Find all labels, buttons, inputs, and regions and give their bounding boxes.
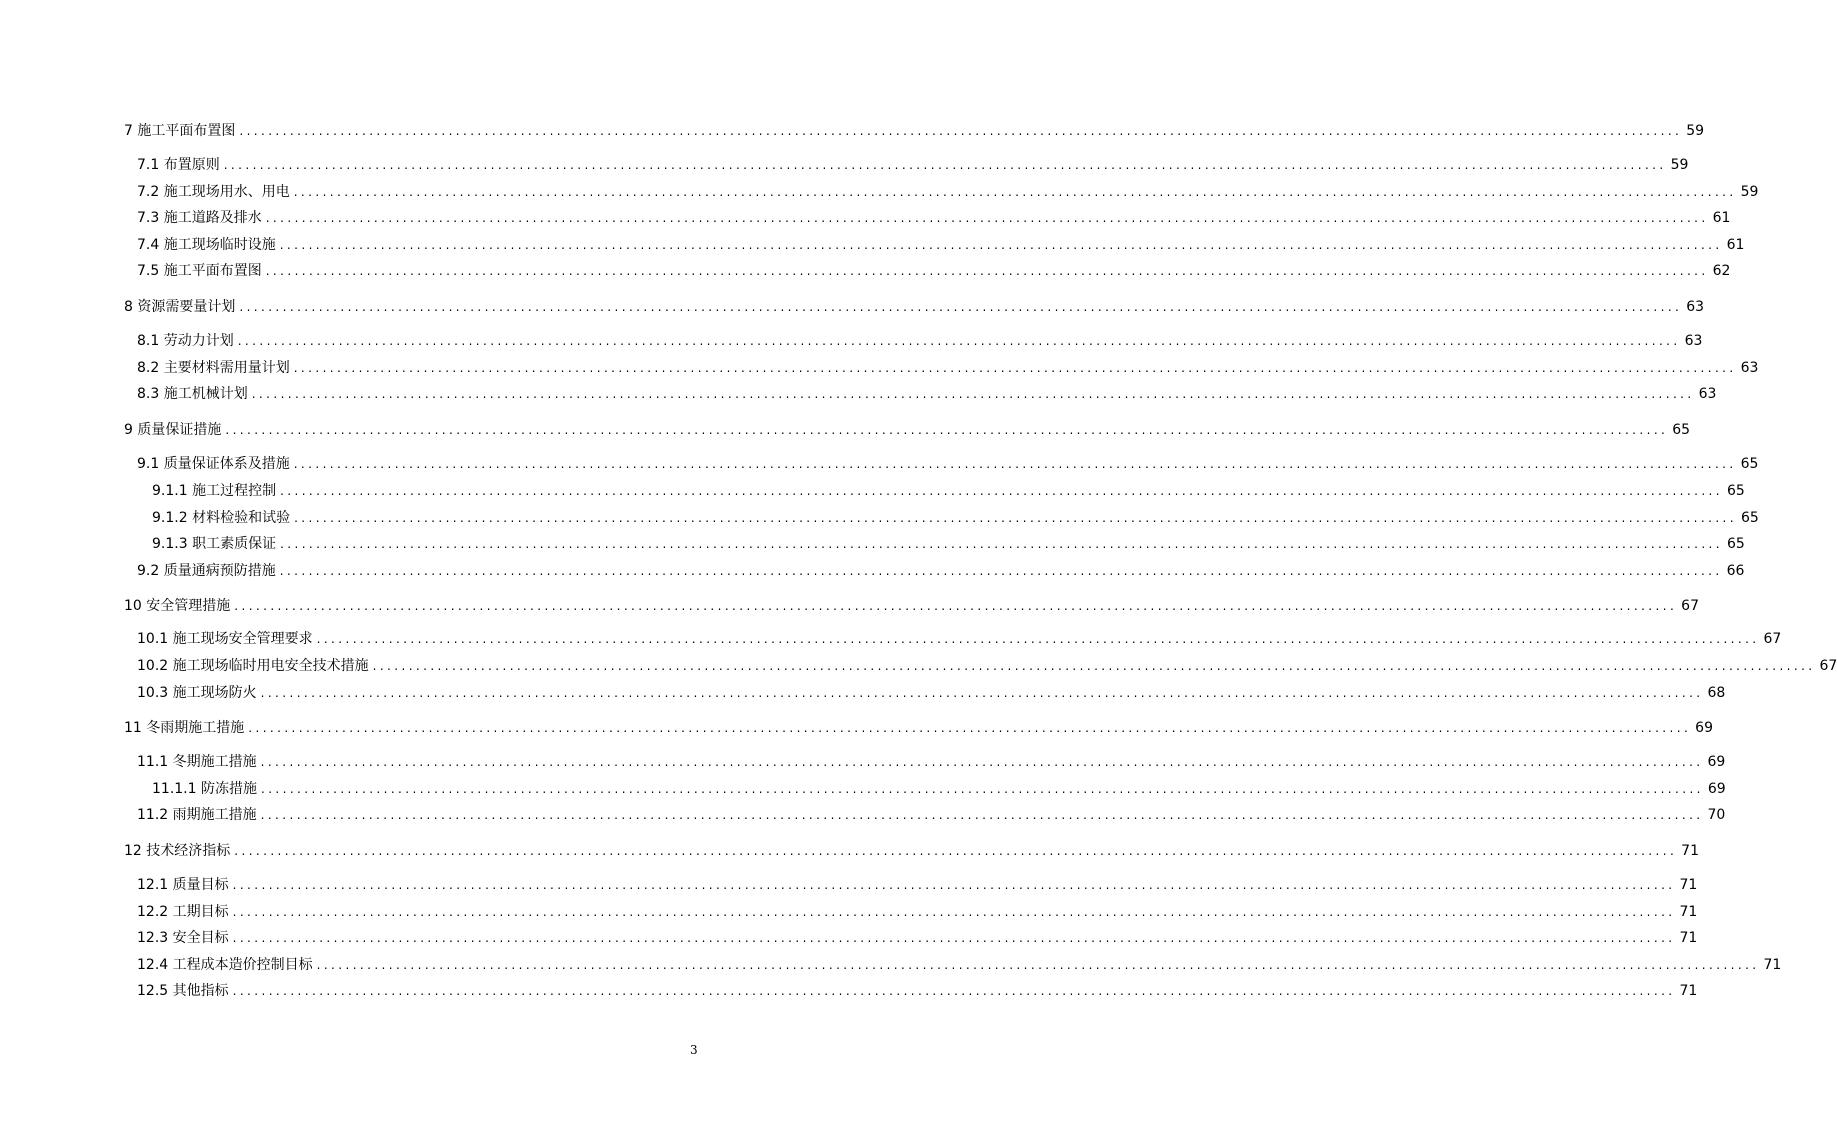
toc-entry-page: 65 [1740, 510, 1759, 526]
toc-entry[interactable] [152, 778, 1726, 800]
toc-entry-title: 9.1.3 职工素质保证 [152, 536, 277, 552]
toc-entry[interactable] [137, 655, 1837, 677]
toc-leader-dots: ........................................................................................................................................................................................................ [280, 537, 1723, 551]
toc-entry-page: 67 [1819, 658, 1837, 674]
toc-entry[interactable] [137, 874, 1698, 896]
toc-entry-page: 63 [1684, 333, 1703, 349]
toc-entry-page: 71 [1679, 983, 1698, 999]
toc-leader-dots: ........................................................................................................................................................................................................ [234, 599, 1678, 613]
toc-leader-dots: ........................................................................................................................................................................................................ [260, 755, 1704, 769]
toc-leader-dots: ........................................................................................................................................................................................................ [234, 844, 1678, 858]
toc-entry-title: 9.2 质量通病预防措施 [137, 563, 276, 579]
toc-leader-dots: ........................................................................................................................................................................................................ [265, 211, 1709, 225]
toc-entry-title: 7.4 施工现场临时设施 [137, 237, 276, 253]
toc-entry[interactable] [137, 453, 1759, 475]
toc-entry[interactable] [124, 120, 1705, 142]
toc-entry-page: 69 [1707, 754, 1726, 770]
toc-leader-dots: ........................................................................................................................................................................................................ [260, 686, 1704, 700]
toc-entry-title: 10 安全管理措施 [124, 598, 231, 614]
toc-entry-title: 7.5 施工平面布置图 [137, 263, 262, 279]
toc-entry[interactable] [137, 181, 1759, 203]
toc-entry[interactable] [124, 296, 1705, 318]
toc-entry[interactable] [137, 804, 1726, 826]
toc-entry-page: 69 [1707, 781, 1726, 797]
toc-entry-title: 12.1 质量目标 [137, 877, 229, 893]
toc-leader-dots: ........................................................................................................................................................................................................ [372, 659, 1816, 673]
toc-leader-dots: ........................................................................................................................................................................................................ [237, 334, 1681, 348]
toc-entry-page: 63 [1686, 299, 1705, 315]
toc-entry-page: 61 [1712, 210, 1731, 226]
toc-entry[interactable] [152, 507, 1759, 529]
toc-entry-page: 71 [1679, 930, 1698, 946]
toc-entry[interactable] [137, 383, 1717, 405]
toc-entry[interactable] [137, 954, 1782, 976]
toc-leader-dots: ........................................................................................................................................................................................................ [265, 264, 1709, 278]
toc-entry[interactable] [137, 560, 1745, 582]
toc-entry[interactable] [137, 751, 1726, 773]
toc-entry-page: 63 [1698, 386, 1717, 402]
toc-leader-dots: ........................................................................................................................................................................................................ [279, 564, 1723, 578]
toc-entry-page: 59 [1670, 157, 1689, 173]
toc-leader-dots: ........................................................................................................................................................................................................ [293, 361, 1737, 375]
toc-entry[interactable] [137, 980, 1698, 1002]
toc-entry[interactable] [152, 533, 1745, 555]
toc-leader-dots: ........................................................................................................................................................................................................ [293, 185, 1737, 199]
toc-entry-title: 10.2 施工现场临时用电安全技术措施 [137, 658, 369, 674]
toc-entry-page: 71 [1679, 904, 1698, 920]
toc-entry[interactable] [124, 595, 1699, 617]
toc-entry-title: 7 施工平面布置图 [124, 123, 236, 139]
toc-entry[interactable] [137, 901, 1698, 923]
toc-leader-dots: ........................................................................................................................................................................................................ [232, 905, 1676, 919]
toc-entry[interactable] [137, 628, 1782, 650]
toc-entry-title: 9.1.1 施工过程控制 [152, 483, 277, 499]
toc-entry[interactable] [124, 840, 1699, 862]
toc-entry-title: 7.2 施工现场用水、用电 [137, 184, 290, 200]
toc-entry[interactable] [137, 927, 1698, 949]
toc-entry-title: 8.2 主要材料需用量计划 [137, 360, 290, 376]
toc-entry-title: 12.5 其他指标 [137, 983, 229, 999]
toc-entry-page: 71 [1679, 877, 1698, 893]
toc-leader-dots: ........................................................................................................................................................................................................ [225, 423, 1669, 437]
toc-entry[interactable] [124, 717, 1713, 739]
toc-entry[interactable] [137, 260, 1731, 282]
toc-leader-dots: ........................................................................................................................................................................................................ [279, 238, 1723, 252]
toc-leader-dots: ........................................................................................................................................................................................................ [232, 984, 1676, 998]
toc-entry-title: 11 冬雨期施工措施 [124, 720, 245, 736]
toc-entry[interactable] [124, 419, 1691, 441]
toc-entry-title: 11.1 冬期施工措施 [137, 754, 257, 770]
toc-entry-title: 8.3 施工机械计划 [137, 386, 248, 402]
toc-entry-page: 59 [1740, 184, 1759, 200]
toc-entry-page: 69 [1695, 720, 1713, 736]
toc-leader-dots: ........................................................................................................................................................................................................ [260, 782, 1704, 796]
toc-entry-page: 65 [1672, 422, 1691, 438]
toc-entry-title: 9 质量保证措施 [124, 422, 222, 438]
toc-leader-dots: ........................................................................................................................................................................................................ [316, 632, 1760, 646]
toc-entry-page: 66 [1726, 563, 1745, 579]
toc-leader-dots: ........................................................................................................................................................................................................ [316, 958, 1760, 972]
toc-leader-dots: ........................................................................................................................................................................................................ [294, 511, 1737, 525]
toc-entry[interactable] [137, 357, 1759, 379]
toc-entry-title: 9.1 质量保证体系及措施 [137, 456, 290, 472]
toc-entry-page: 71 [1681, 843, 1699, 859]
toc-entry-page: 70 [1707, 807, 1726, 823]
toc-entry[interactable] [137, 154, 1689, 176]
toc-leader-dots: ........................................................................................................................................................................................................ [280, 484, 1723, 498]
toc-entry-page: 65 [1740, 456, 1759, 472]
toc-entry-page: 68 [1707, 685, 1726, 701]
toc-entry-title: 12 技术经济指标 [124, 843, 231, 859]
toc-entry[interactable] [137, 207, 1731, 229]
toc-leader-dots: ........................................................................................................................................................................................................ [223, 158, 1667, 172]
toc-entry-title: 8.1 劳动力计划 [137, 333, 234, 349]
toc-entry[interactable] [137, 330, 1703, 352]
toc-entry-page: 61 [1726, 237, 1745, 253]
toc-leader-dots: ........................................................................................................................................................................................................ [260, 808, 1704, 822]
toc-entry-title: 11.1.1 防冻措施 [152, 781, 257, 797]
toc-leader-dots: ........................................................................................................................................................................................................ [293, 457, 1737, 471]
toc-entry-page: 67 [1763, 631, 1782, 647]
toc-entry-title: 9.1.2 材料检验和试验 [152, 510, 291, 526]
toc-entry[interactable] [152, 480, 1745, 502]
toc-entry-title: 12.3 安全目标 [137, 930, 229, 946]
toc-entry-title: 8 资源需要量计划 [124, 299, 236, 315]
toc-entry-page: 67 [1681, 598, 1699, 614]
toc-entry-title: 7.1 布置原则 [137, 157, 220, 173]
toc-leader-dots: ........................................................................................................................................................................................................ [239, 124, 1683, 138]
toc-entry-page: 62 [1712, 263, 1731, 279]
toc-entry-title: 10.3 施工现场防火 [137, 685, 257, 701]
toc-leader-dots: ........................................................................................................................................................................................................ [248, 721, 1692, 735]
toc-entry-title: 10.1 施工现场安全管理要求 [137, 631, 313, 647]
toc-entry-page: 63 [1740, 360, 1759, 376]
toc-leader-dots: ........................................................................................................................................................................................................ [251, 387, 1695, 401]
toc-leader-dots: ........................................................................................................................................................................................................ [232, 878, 1676, 892]
toc-entry-page: 65 [1726, 536, 1745, 552]
toc-entry-page: 71 [1763, 957, 1782, 973]
toc-entry-page: 65 [1726, 483, 1745, 499]
toc-leader-dots: ........................................................................................................................................................................................................ [232, 931, 1676, 945]
page-number: 3 [690, 1043, 698, 1057]
toc-entry-title: 12.4 工程成本造价控制目标 [137, 957, 313, 973]
toc-entry[interactable] [137, 682, 1726, 704]
toc-entry-title: 12.2 工期目标 [137, 904, 229, 920]
toc-entry-title: 7.3 施工道路及排水 [137, 210, 262, 226]
toc-entry-page: 59 [1686, 123, 1705, 139]
toc-entry-title: 11.2 雨期施工措施 [137, 807, 257, 823]
toc-leader-dots: ........................................................................................................................................................................................................ [239, 300, 1683, 314]
toc-entry[interactable] [137, 234, 1745, 256]
